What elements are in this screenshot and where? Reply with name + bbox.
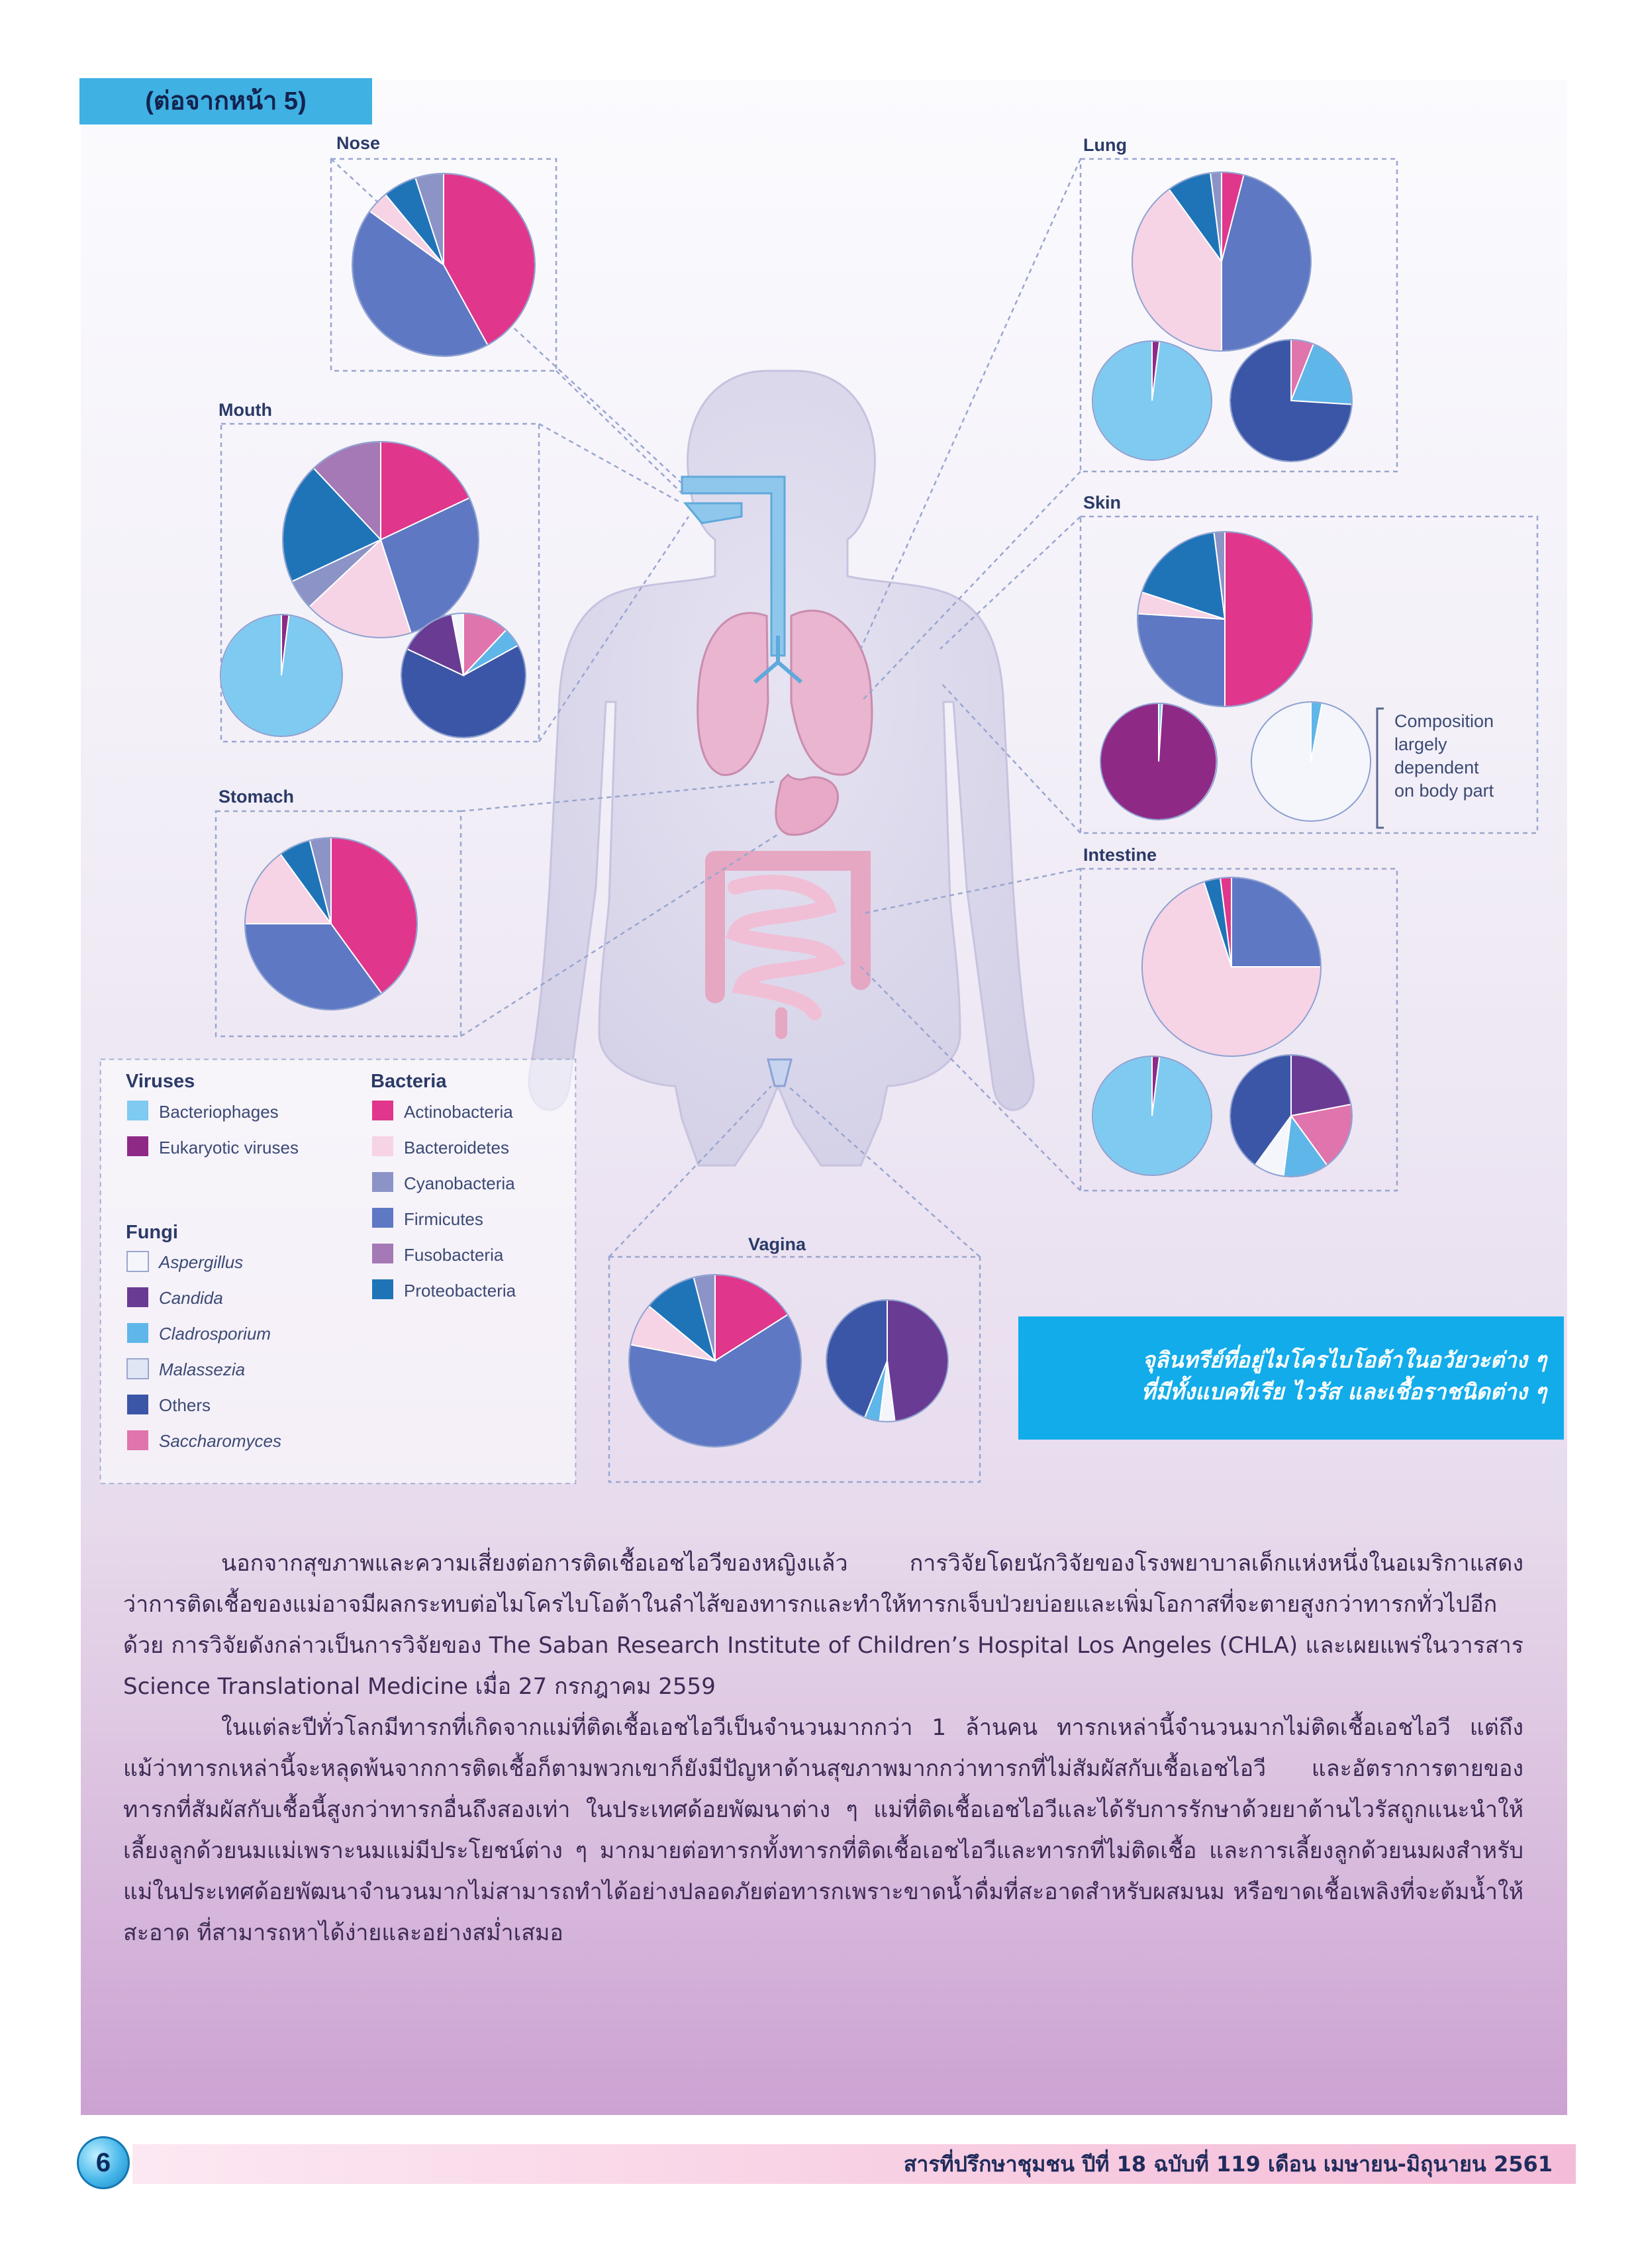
legend-proteobacteria: Proteobacteria [404,1281,516,1301]
skin-note-line-3: dependent [1394,758,1479,777]
legend-swatch-firmicutes [372,1208,393,1228]
pie-skin-bacteria [1137,532,1312,707]
legend-swatch-bacteroidetes [372,1136,393,1156]
skin-note [1377,709,1494,828]
pie-skin-fungi [1251,702,1371,821]
pie-vagina-bacteria [629,1275,801,1447]
skin-note-line-1: Composition [1394,711,1494,731]
legend-swatch-cyanobacteria [372,1172,393,1192]
legend-swatch-malassezia [127,1359,148,1379]
pie-slice-actinobacteria [1225,532,1312,707]
legend-viruses-title: Viruses [126,1071,195,1092]
label-vagina: Vagina [748,1234,806,1254]
paragraph-2: ในแต่ละปีทั่วโลกมีทารกที่เกิดจากแม่ที่ติดเชื้อเอชไอวีเป็นจำนวนมากกว่า 1 ล้านคน ทารกเหล่านี้จำนวนมากไม่ติดเชื้อเอชไอวี แต่ถึงแม้ว่าทารกเหล่านี้จะหลุดพ้นจากการติดเชื้อก็ตามพวกเขาก็ยังมีปัญหาด้านสุขภาพมากกว่าทารกที่ไม่สัมผัสกับเชื้อเอชไอวี และอัตราการตายของทารกที่สัมผัสกับเชื้อนี้สูงกว่าทารกอื่นถึงสองเท่า ในประเทศด้อยพัฒนาต่าง ๆ แม่ที่ติดเชื้อเอชไอวีและได้รับการรักษาด้วยยาต้านไวรัสถูกแนะนำให้เลี้ยงลูกด้วยนมแม่เพราะนมแม่มีประโยชน์ต่าง ๆ มากมายต่อทารกทั้งทารกที่ติดเชื้อเอชไอวีและทารกที่ไม่ติดเชื้อ และการเลี้ยงลูกด้วยนมผงสำหรับแม่ในประเทศด้อยพัฒนาจำนวนมากไม่สามารถทำได้อย่างปลอดภัยต่อทารกเพราะขาดน้ำดื่มที่สะอาดสำหรับผสมนม หรือขาดเชื้อเพลิงที่จะต้มน้ำให้สะอาด ที่สามารถหาได้ง่ายและอย่างสม่ำเสมอ [123,1714,1523,1946]
legend-swatch-saccharomyces [127,1430,148,1450]
legend-aspergillus: Aspergillus [159,1252,244,1272]
legend-fusobacteria: Fusobacteria [404,1245,504,1265]
legend-swatch-others [127,1395,148,1414]
legend-others: Others [159,1395,211,1415]
pie-vagina-fungi [826,1300,948,1422]
legend-saccharomyces: Saccharomyces [159,1431,281,1451]
legend-firmicutes: Firmicutes [404,1209,483,1229]
page-number-badge: 6 [77,2136,130,2189]
footer-publication: สารที่ปรึกษาชุมชน ปีที่ 18 ฉบับที่ 119 เดือน เมษายน-มิถุนายน 2561 [903,2151,1553,2177]
legend-eukaryotic-viruses: Eukaryotic viruses [159,1138,299,1158]
legend-malassezia: Malassezia [159,1359,246,1379]
caption-line-2: ที่มีทั้งแบคทีเรีย ไวรัส และเชื้อราชนิดต่าง ๆ [1141,1379,1547,1405]
legend-swatch-actinobacteria [372,1101,393,1120]
legend-cyanobacteria: Cyanobacteria [404,1173,515,1193]
legend-bacteroidetes: Bacteroidetes [404,1138,509,1158]
pie-mouth-viruses [220,615,342,736]
pie-intestine-bacteria [1142,877,1321,1056]
legend-candida: Candida [159,1288,223,1308]
pie-lung-viruses [1092,341,1212,460]
legend-bacteria-title: Bacteria [371,1071,447,1092]
legend-swatch-aspergillus [127,1252,148,1271]
caption-line-1: จุลินทรีย์ที่อยู่ไมโครไบโอต้าในอวัยวะต่าง ๆ [1142,1347,1547,1373]
legend-fungi-title: Fungi [126,1222,178,1243]
legend-actinobacteria: Actinobacteria [404,1102,513,1122]
legend-swatch-fusobacteria [372,1244,393,1263]
continued-from-tab: (ต่อจากหน้า 5) [79,78,372,124]
legend-cladrosporium: Cladrosporium [159,1324,271,1344]
legend-swatch-bacteriophages [127,1101,148,1120]
legend-swatch-candida [127,1287,148,1307]
label-intestine: Intestine [1083,845,1157,865]
label-stomach: Stomach [218,787,295,807]
pie-intestine-viruses [1092,1056,1212,1175]
pie-skin-viruses [1100,703,1217,820]
legend [101,1060,575,1483]
skin-note-line-4: on body part [1394,781,1494,801]
article-body [123,1543,1523,1953]
label-skin: Skin [1083,493,1122,513]
pie-stomach [245,838,417,1010]
pie-lung-fungi [1230,340,1352,462]
pie-slice-firmicutes [1137,614,1225,707]
legend-swatch-cladrosporium [127,1323,148,1343]
pie-mouth-bacteria [283,442,479,638]
pie-nose [352,173,535,356]
figure-caption [1018,1316,1564,1440]
pie-lung-bacteria [1132,172,1311,351]
legend-swatch-eukaryotic-viruses [127,1136,148,1156]
paragraph-1: นอกจากสุขภาพและความเสี่ยงต่อการติดเชื้อเอชไอวีของหญิงแล้ว การวิจัยโดยนักวิจัยของโรงพยาบาลเด็กแห่งหนึ่งในอเมริกาแสดงว่าการติดเชื้อของแม่อาจมีผลกระทบต่อไมโครไบโอต้าในลำไส้ของทารกและทำให้ทารกเจ็บป่วยบ่อยและเพิ่มโอกาสที่จะตายสูงกว่าทารกทั่วไปอีกด้วย การวิจัยดังกล่าวเป็นการวิจัยของ The Saban Research Institute of Children’s Hospital Los Angeles (CHLA) และเผยแพร่ในวารสาร Science Translational Medicine เมื่อ 27 กรกฎาคม 2559 [123,1550,1523,1700]
legend-swatch-proteobacteria [372,1279,393,1299]
pie-slice-firmicutes [1232,877,1321,967]
skin-note-line-2: largely [1394,734,1447,754]
legend-bacteriophages: Bacteriophages [159,1102,279,1122]
pie-mouth-fungi [401,613,526,738]
label-mouth: Mouth [218,400,272,420]
pie-slice-candida [887,1300,948,1421]
pie-intestine-fungi [1230,1055,1352,1177]
label-nose: Nose [336,133,381,153]
label-lung: Lung [1083,135,1127,155]
